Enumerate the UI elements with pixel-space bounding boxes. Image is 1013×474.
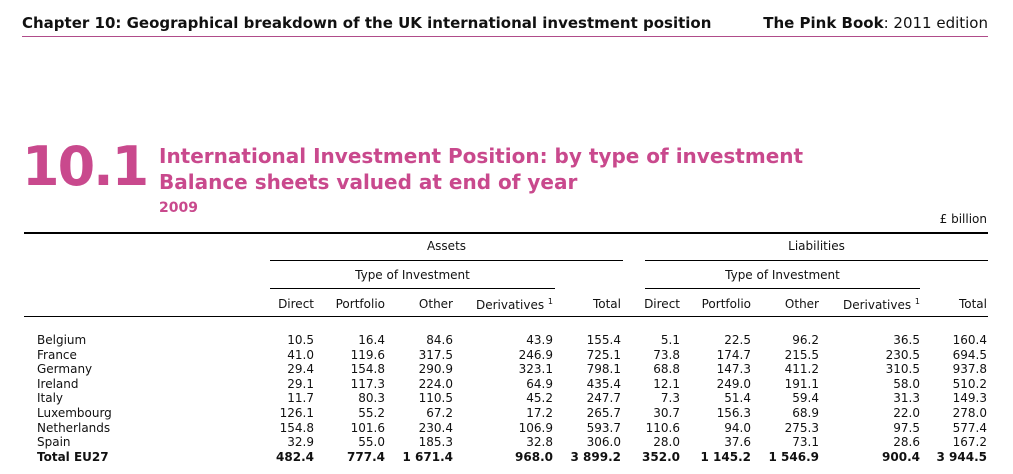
table-cell: 725.1 [586, 347, 621, 362]
table-cell: 22.0 [893, 406, 920, 420]
table-cell: 67.2 [426, 406, 453, 420]
table-row [0, 333, 1013, 348]
table-cell: 84.6 [426, 333, 453, 347]
table-cell: 306.0 [586, 435, 621, 450]
table-cell: 22.5 [724, 333, 751, 347]
table-cell: 482.4 [276, 449, 314, 464]
table-cell: 154.8 [279, 420, 314, 435]
table-total-row [0, 450, 1013, 465]
table-cell: 12.1 [653, 376, 680, 391]
table-cell: 160.4 [952, 333, 987, 347]
table-cell: 32.8 [526, 435, 553, 450]
chapter-title: Chapter 10: Geographical breakdown of the UK international investment position [22, 14, 712, 32]
table-cell: 185.3 [418, 435, 453, 450]
table-cell: 290.9 [418, 362, 453, 377]
assets-group-rule [270, 260, 623, 261]
table-cell: 68.8 [653, 362, 680, 377]
table-cell: 59.4 [792, 391, 819, 406]
table-row [0, 377, 1013, 392]
table-cell: 101.6 [350, 420, 385, 435]
table-cell: 900.4 [882, 449, 920, 464]
liabilities-type-label: Type of Investment [725, 268, 840, 282]
col-header-label: Portfolio [335, 297, 385, 311]
table-cell: 3 944.5 [936, 449, 987, 464]
col-header-label: Direct [644, 297, 680, 311]
table-cell: 51.4 [724, 391, 751, 406]
table-cell: 937.8 [952, 362, 987, 377]
table-cell: 147.3 [716, 362, 751, 377]
table-cell: 323.1 [518, 362, 553, 377]
table-row [0, 348, 1013, 363]
table-row [0, 406, 1013, 421]
table-cell: 154.8 [350, 362, 385, 377]
table-cell: 17.2 [526, 406, 553, 420]
table-cell: 246.9 [518, 347, 553, 362]
table-cell: 249.0 [716, 376, 751, 391]
table-cell: 155.4 [586, 333, 621, 347]
table-cell: 43.9 [526, 333, 553, 347]
col-header-label: Derivatives [842, 298, 912, 312]
table-cell: 106.9 [518, 420, 553, 435]
table-cell: 73.1 [792, 435, 819, 450]
table-cell: 3 899.2 [570, 449, 621, 464]
table-cell: 126.1 [279, 406, 314, 420]
row-label: Total EU27 [37, 449, 109, 464]
col-header-label: Other [784, 297, 819, 311]
table-cell: 694.5 [952, 347, 987, 362]
col-header-liabilities-other [719, 297, 819, 311]
table-cell: 7.3 [660, 391, 680, 406]
table-row [0, 435, 1013, 450]
table-row [0, 391, 1013, 406]
col-header-label: Derivatives [475, 298, 545, 312]
table-cell: 278.0 [952, 406, 987, 420]
col-header-label: Direct [278, 297, 314, 311]
col-header-label: Portfolio [701, 297, 751, 311]
col-header-liabilities-total [887, 297, 987, 311]
table-cell: 37.6 [724, 435, 751, 450]
table-cell: 36.5 [893, 333, 920, 347]
footnote-marker: 1 [547, 297, 553, 306]
table-cell: 55.0 [358, 435, 385, 450]
row-label: Germany [37, 362, 93, 377]
table-number: 10.1 [22, 135, 148, 198]
table-row [0, 421, 1013, 436]
table-cell: 64.9 [526, 376, 553, 391]
publication-edition: : 2011 edition [883, 14, 988, 32]
table-cell: 1 145.2 [700, 449, 751, 464]
table-cell: 80.3 [358, 391, 385, 406]
table-cell: 73.8 [653, 347, 680, 362]
table-cell: 435.4 [586, 376, 621, 391]
table-row [0, 362, 1013, 377]
assets-group-label: Assets [426, 239, 467, 253]
table-cell: 777.4 [347, 449, 385, 464]
table-cell: 310.5 [885, 362, 920, 377]
table-cell: 317.5 [418, 347, 453, 362]
table-cell: 230.4 [418, 420, 453, 435]
table-cell: 149.3 [952, 391, 987, 406]
table-cell: 68.9 [792, 406, 819, 420]
col-header-label: Other [418, 297, 453, 311]
table-top-rule [24, 232, 988, 234]
table-cell: 5.1 [660, 333, 680, 347]
table-cell: 510.2 [952, 376, 987, 391]
table-cell: 94.0 [724, 420, 751, 435]
table-cell: 29.1 [287, 376, 314, 391]
table-title-line1: International Investment Position: by type of investment [159, 144, 804, 168]
table-cell: 41.0 [287, 347, 314, 362]
publication-title [763, 12, 988, 34]
row-label: Ireland [37, 376, 79, 391]
table-cell: 191.1 [784, 376, 819, 391]
col-header-label: Total [592, 297, 621, 311]
liabilities-group-label: Liabilities [788, 239, 845, 253]
table-cell: 593.7 [586, 420, 621, 435]
publication-name: The Pink Book [763, 14, 884, 32]
table-cell: 798.1 [586, 362, 621, 377]
table-cell: 167.2 [952, 435, 987, 450]
table-cell: 411.2 [784, 362, 819, 377]
table-cell: 352.0 [642, 449, 680, 464]
table-cell: 117.3 [350, 376, 385, 391]
col-header-label: Total [958, 297, 987, 311]
table-cell: 10.5 [287, 333, 314, 347]
table-cell: 1 546.9 [768, 449, 819, 464]
table-cell: 97.5 [893, 420, 920, 435]
table-cell: 577.4 [952, 420, 987, 435]
table-cell: 58.0 [893, 376, 920, 391]
table-cell: 32.9 [287, 435, 314, 450]
table-title-line2: Balance sheets valued at end of year [159, 170, 578, 194]
row-label: Italy [37, 391, 64, 406]
row-label: Luxembourg [37, 406, 112, 420]
table-cell: 230.5 [885, 347, 920, 362]
row-label: Spain [37, 435, 71, 450]
table-cell: 1 671.4 [402, 449, 453, 464]
unit-label: £ billion [939, 212, 987, 226]
assets-type-label: Type of Investment [355, 268, 470, 282]
liabilities-type-rule [645, 288, 920, 289]
table-cell: 31.3 [893, 391, 920, 406]
table-cell: 11.7 [287, 391, 314, 406]
table-cell: 275.3 [784, 420, 819, 435]
table-year: 2009 [159, 200, 198, 216]
row-label: France [37, 347, 77, 362]
table-cell: 96.2 [792, 333, 819, 347]
table-cell: 28.0 [653, 435, 680, 450]
table-cell: 968.0 [515, 449, 553, 464]
table-cell: 247.7 [586, 391, 621, 406]
table-cell: 215.5 [784, 347, 819, 362]
table-cell: 174.7 [716, 347, 751, 362]
table-cell: 28.6 [893, 435, 920, 450]
table-cell: 16.4 [358, 333, 385, 347]
table-cell: 30.7 [653, 406, 680, 420]
table-cell: 45.2 [526, 391, 553, 406]
table-cell: 110.6 [645, 420, 680, 435]
table-cell: 156.3 [716, 406, 751, 420]
footnote-marker: 1 [914, 297, 920, 306]
assets-type-rule [270, 288, 555, 289]
liabilities-group-rule [645, 260, 988, 261]
table-cell: 265.7 [586, 406, 621, 420]
table-cell: 119.6 [350, 347, 385, 362]
header-rule [24, 316, 988, 317]
table-cell: 29.4 [287, 362, 314, 377]
row-label: Belgium [37, 333, 87, 347]
col-header-assets-other [353, 297, 453, 311]
table-cell: 110.5 [418, 391, 453, 406]
table-cell: 55.2 [358, 406, 385, 420]
table-cell: 224.0 [418, 376, 453, 391]
page-header [22, 12, 988, 37]
row-label: Netherlands [37, 420, 111, 435]
